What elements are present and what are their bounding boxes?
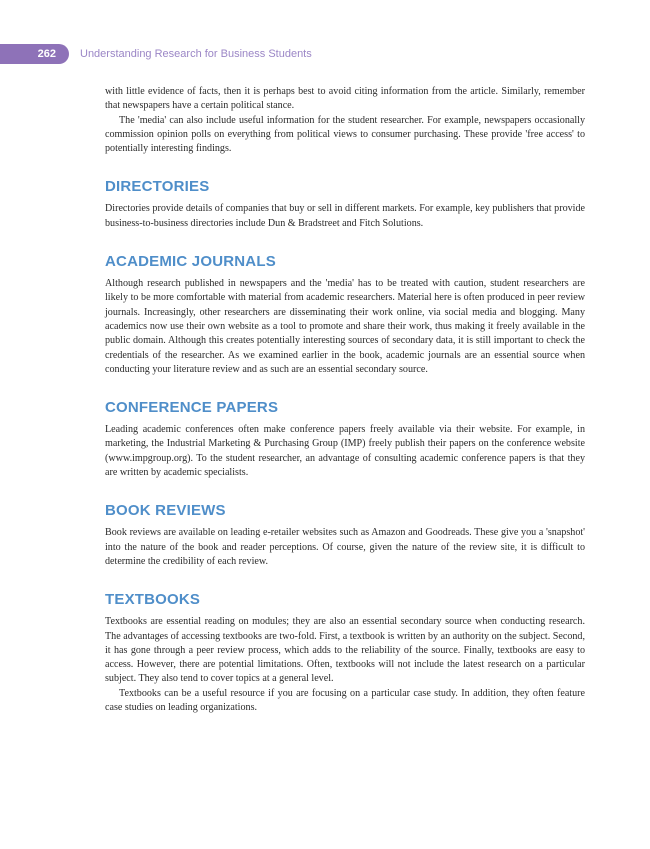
section-academic-journals — [105, 253, 585, 377]
section-book-reviews — [105, 502, 585, 569]
body-paragraph: Directories provide details of companies that buy or sell in different markets. For example, key publishers that provide business-to-business directories include Dun & Bradstreet and Fitch Solutions. — [105, 203, 585, 229]
section-textbooks — [105, 591, 585, 715]
section-directories — [105, 178, 585, 231]
running-head-title: Understanding Research for Business Students — [80, 48, 312, 60]
body-paragraph: with little evidence of facts, then it is perhaps best to avoid citing information from the article. Similarly, remember that newspapers have a certain political stance. — [105, 86, 585, 112]
section-heading: BOOK REVIEWS — [105, 502, 226, 520]
page-body — [105, 85, 585, 715]
section-heading: CONFERENCE PAPERS — [105, 399, 279, 417]
body-paragraph: Textbooks can be a useful resource if you are focusing on a particular case study. In addition, they often feature case studies on leading organizations. — [105, 687, 585, 714]
body-paragraph: Book reviews are available on leading e-retailer websites such as Amazon and Goodreads. These give you a 'snapshot' into the nature of the book and reader perceptions. Of course, given the nature of the review site, it is difficult to determine the credibility of each review. — [105, 527, 585, 567]
body-paragraph: Although research published in newspapers and the 'media' has to be treated with caution, student researchers are likely to be more comfortable with material from academic researchers. Material here is often produced in peer review journals. Increasingly, other researchers are disseminating their work online, via social media and blogging. Many academics now use their own website as a tool to promote and share their work, thus making it freely available in the public domain. Although this creates potentially interesting sources of secondary data, it is still important to check the credentials of the researcher. As we examined earlier in the book, academic journals are an essential source when conducting your literature review and as such are an essential secondary source. — [105, 278, 585, 375]
section-heading: ACADEMIC JOURNALS — [105, 253, 276, 271]
section-conference-papers — [105, 399, 585, 480]
section-heading: DIRECTORIES — [105, 178, 210, 196]
body-paragraph: The 'media' can also include useful information for the student researcher. For example, newspapers occasionally commission opinion polls on everything from political views to consumer purchasing. These provide 'free access' to potentially interesting findings. — [105, 114, 585, 155]
page-number: 262 — [0, 44, 69, 64]
body-paragraph: Leading academic conferences often make conference papers freely available via their website. For example, in marketing, the Industrial Marketing & Purchasing Group (IMP) freely publish their papers on the conference website (www.impgroup.org). To the student researcher, an advantage of consulting academic conference papers is that they are written by academic specialists. — [105, 424, 585, 479]
body-paragraph: Textbooks are essential reading on modules; they are also an essential secondary source when conducting research. The advantages of accessing textbooks are two-fold. First, a textbook is written by an authority on the subject. Second, it has gone through a peer review process, which adds to the reliability of the source. Finally, textbooks are easy to access. However, there are potential limitations. Often, textbooks will not include the latest research on a particular subject. They also tend to cover topics at a general level. — [105, 616, 585, 685]
section-heading: TEXTBOOKS — [105, 591, 201, 609]
